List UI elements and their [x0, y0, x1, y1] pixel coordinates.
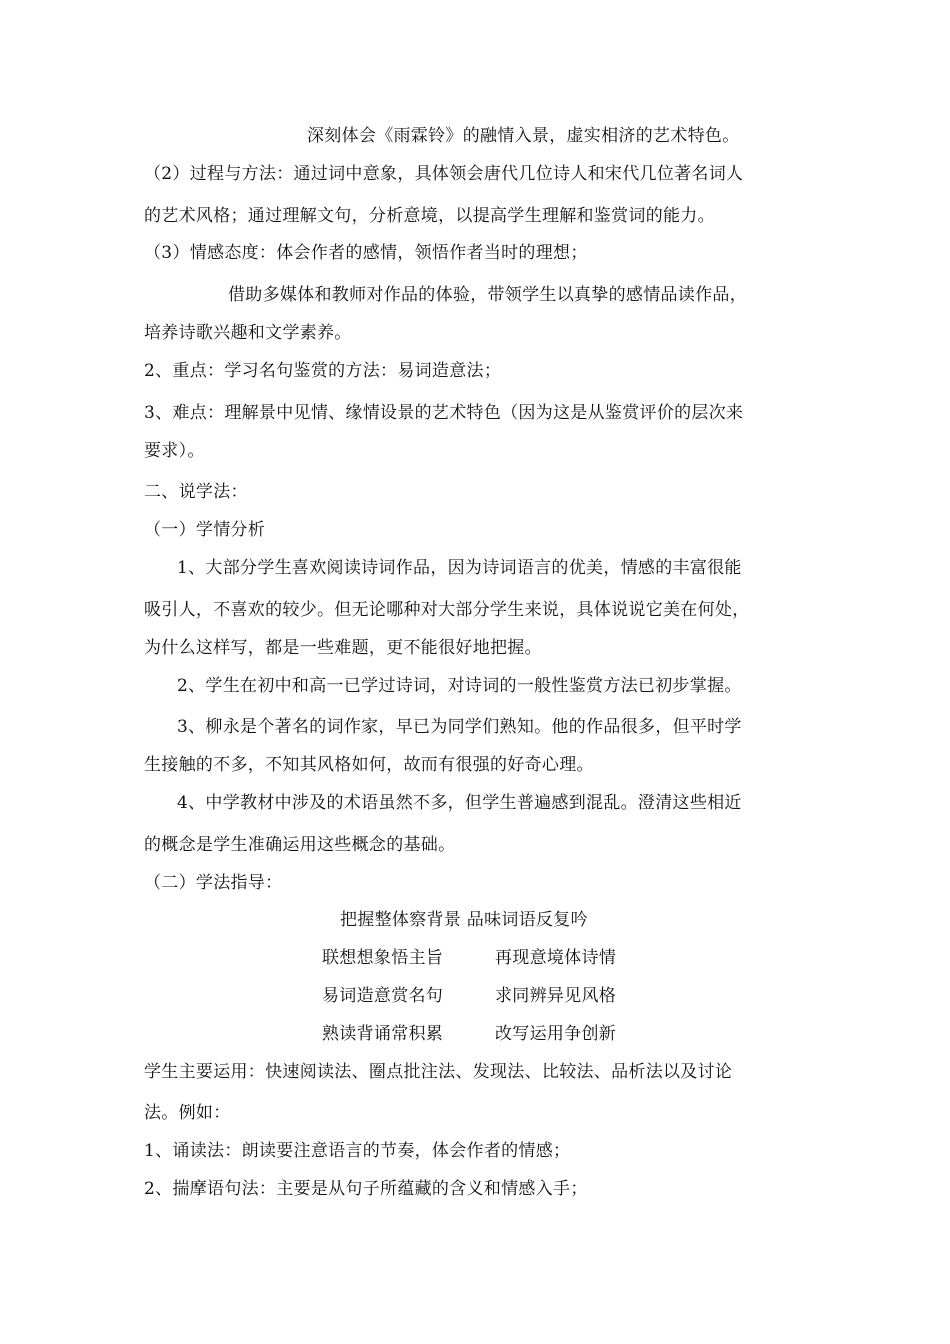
difficulty-line-2: 要求）。 [144, 441, 205, 461]
analysis-3-line-1: 3、柳永是个著名的词作家，早已为同学们熟知。他的作品很多，但平时学 [177, 717, 742, 737]
analysis-1-line-1: 1、大部分学生喜欢阅读诗词作品，因为诗词语言的优美，情感的丰富很能 [177, 558, 742, 578]
sentence-study-method-line: 2、揣摩语句法：主要是从句子所蕴藏的含义和情感入手； [144, 1179, 588, 1199]
analysis-4-line-1: 4、中学教材中涉及的术语虽然不多，但学生普遍感到混乱。澄清这些相近 [177, 793, 742, 813]
multimedia-line-1: 借助多媒体和教师对作品的体验，带领学生以真挚的感情品读作品， [228, 285, 747, 305]
section-heading-study-method: 二、说学法： [144, 482, 248, 502]
analysis-4-line-2: 的概念是学生准确运用这些概念的基础。 [144, 835, 456, 855]
objective-continuation: 深刻体会《雨霖铃》的融情入景，虚实相济的艺术特色。 [307, 126, 740, 146]
multimedia-line-2: 培养诗歌兴趣和文学素养。 [144, 323, 352, 343]
analysis-1-line-3: 为什么这样写，都是一些难题，更不能很好地把握。 [144, 638, 542, 658]
difficulty-line-1: 3、难点：理解景中见情、缘情设景的艺术特色（因为这是从鉴赏评价的层次来 [144, 403, 744, 423]
poem-row-1-left: 联想想象悟主旨 [322, 948, 444, 968]
analysis-3-line-2: 生接触的不多，不知其风格如何，故而有很强的好奇心理。 [144, 755, 594, 775]
poem-row-2-right: 求同辨异见风格 [495, 986, 617, 1006]
subheading-learner-analysis: （一）学情分析 [144, 520, 266, 540]
analysis-2-line: 2、学生在初中和高一已学过诗词，对诗词的一般性鉴赏方法已初步掌握。 [177, 676, 742, 696]
reading-method-line: 1、诵读法：朗读要注意语言的节奏，体会作者的情感； [144, 1141, 571, 1161]
methods-used-line-2: 法。例如： [144, 1103, 231, 1123]
poem-row-2-left: 易词造意赏名句 [322, 986, 444, 1006]
subheading-method-guidance: （二）学法指导： [144, 873, 283, 893]
methods-used-line-1: 学生主要运用：快速阅读法、圈点批注法、发现法、比较法、品析法以及讨论 [144, 1062, 733, 1082]
poem-row-3-left: 熟读背诵常积累 [322, 1024, 444, 1044]
poem-title: 把握整体察背景 品味词语反复吟 [340, 910, 588, 930]
poem-row-1-right: 再现意境体诗情 [495, 948, 617, 968]
poem-row-3-right: 改写运用争创新 [495, 1024, 617, 1044]
key-point-line: 2、重点：学习名句鉴赏的方法：易词造意法； [144, 361, 502, 381]
process-method-line-2: 的艺术风格；通过理解文句，分析意境，以提高学生理解和鉴赏词的能力。 [144, 206, 715, 226]
process-method-line-1: （2）过程与方法：通过词中意象，具体领会唐代几位诗人和宋代几位著名词人 [144, 164, 744, 184]
emotion-attitude-line: （3）情感态度：体会作者的感情，领悟作者当时的理想； [144, 243, 588, 263]
analysis-1-line-2: 吸引人，不喜欢的较少。但无论哪种对大部分学生来说，具体说说它美在何处， [144, 600, 750, 620]
